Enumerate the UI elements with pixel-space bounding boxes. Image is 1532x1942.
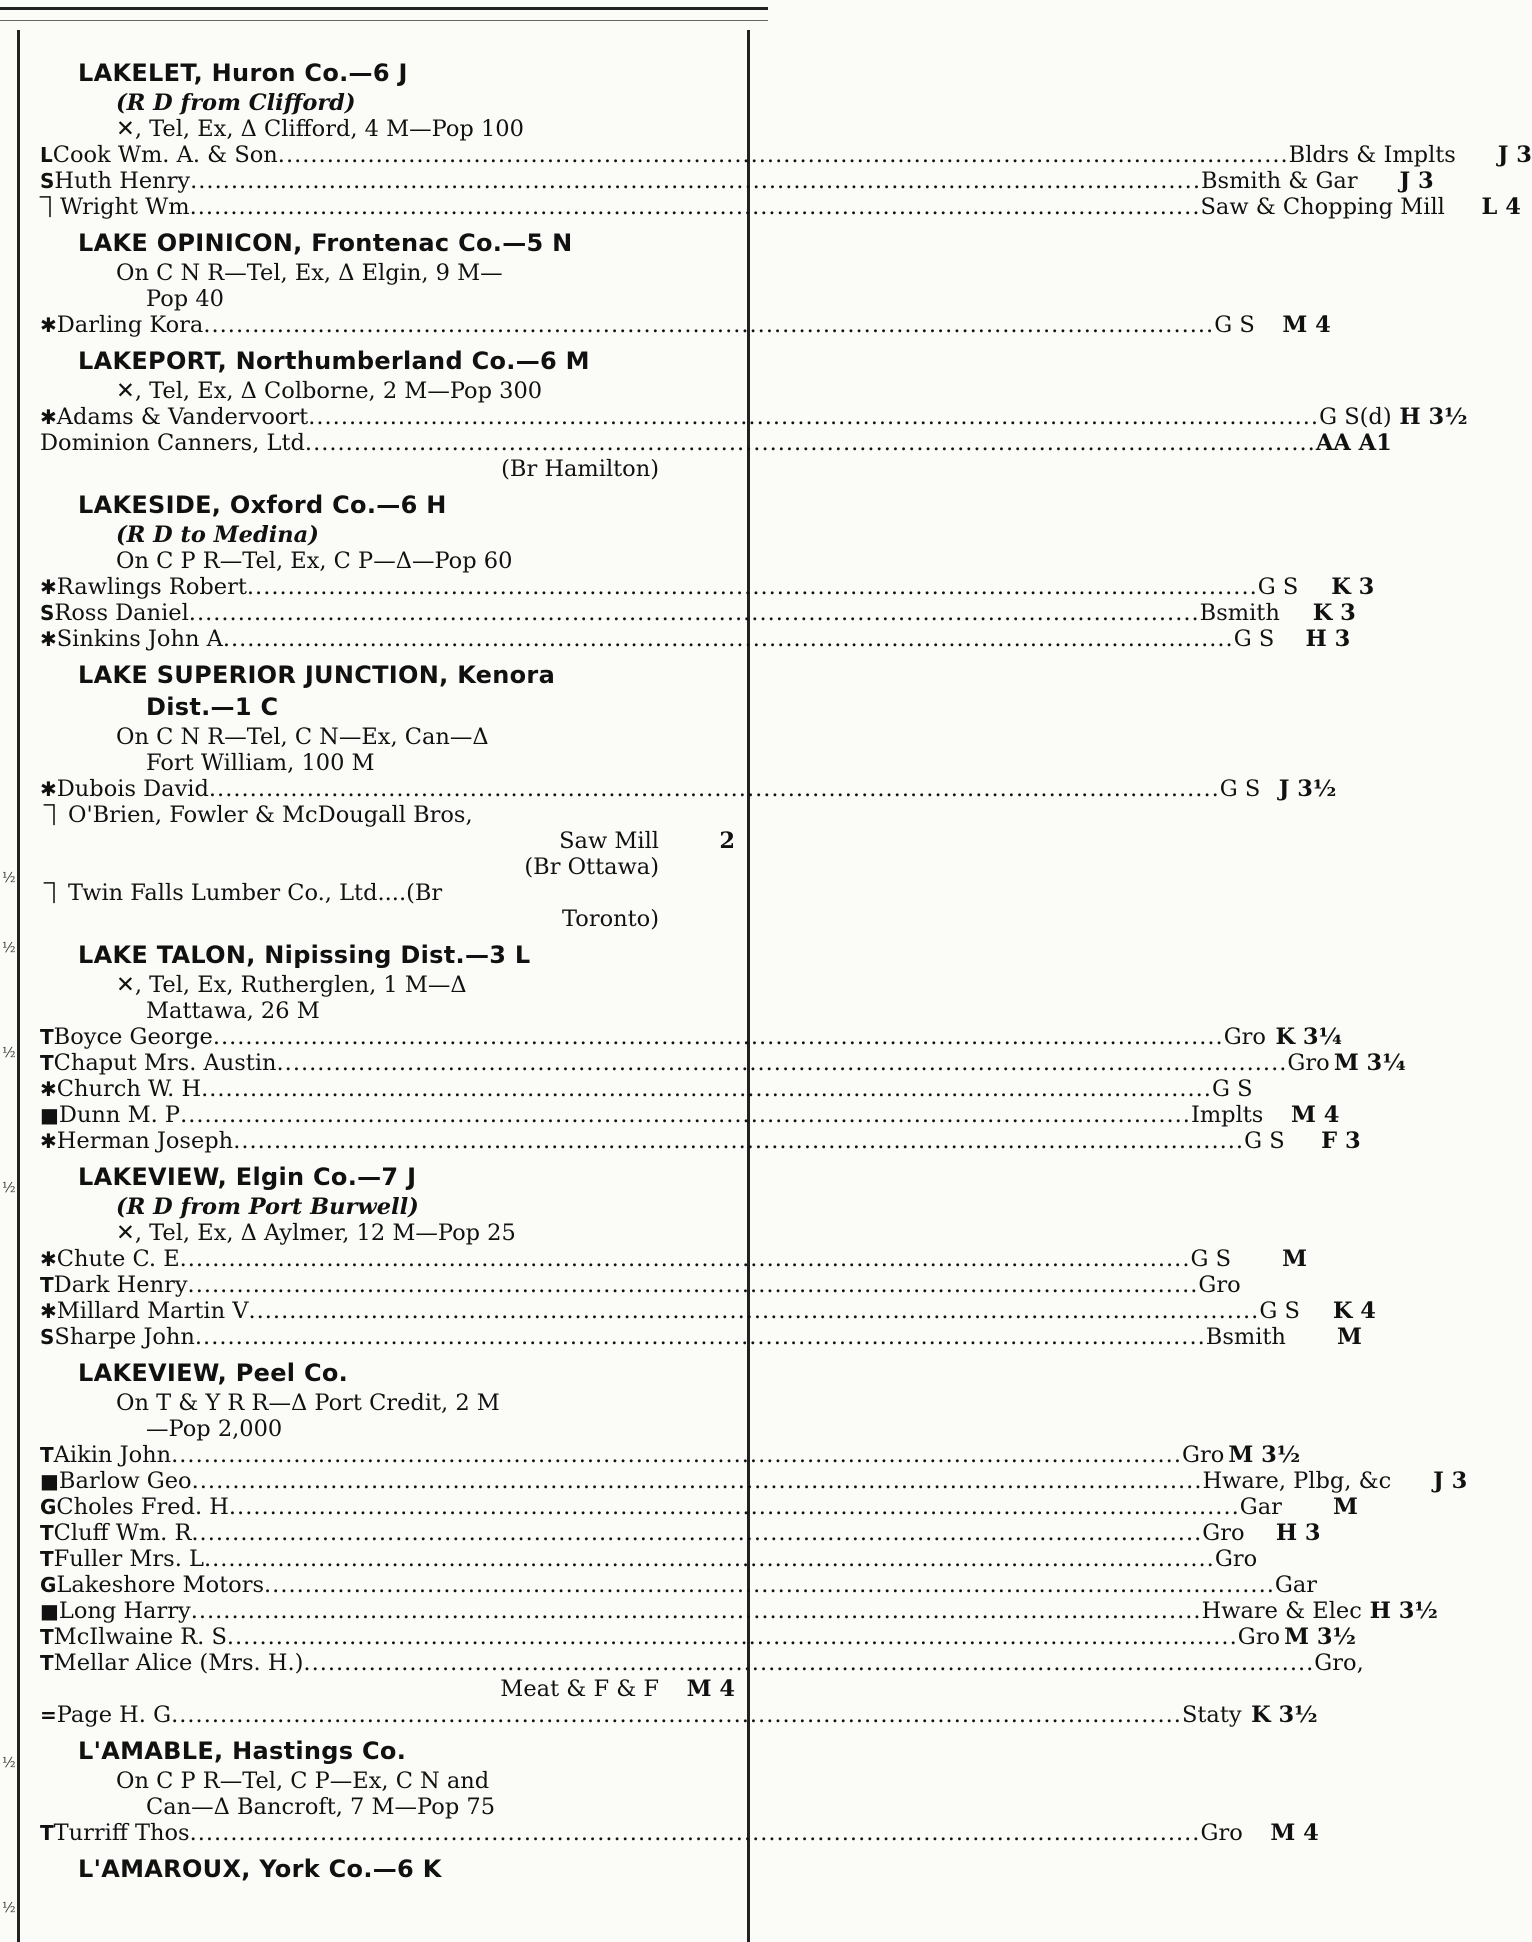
town-heading: LAKE OPINICON, Frontenac Co.—5 N [78, 229, 573, 257]
trade-symbol-icon: ✱ [40, 575, 57, 599]
edge-fraction: ½ [2, 870, 16, 886]
town-info-line: On C N R—Tel, Ex, Δ Elgin, 9 M— [116, 260, 503, 286]
leader-dots [190, 1820, 1201, 1846]
trade-symbol-icon: ■ [40, 1103, 59, 1127]
business-type: G S [1244, 1128, 1285, 1154]
trade-symbol-icon: T [40, 1025, 54, 1049]
continuation-text: Toronto) [562, 906, 659, 932]
credit-rating: M 4 [1270, 1820, 1319, 1846]
leader-dots [189, 600, 1200, 626]
continuation-text: Saw Mill [559, 828, 659, 854]
trade-symbol-icon: T [40, 1521, 54, 1545]
leader-dots [278, 142, 1289, 168]
business-type: Saw & Chopping Mill [1200, 194, 1445, 220]
business-name: Barlow Geo [58, 1468, 192, 1494]
trade-symbol-icon: ✱ [40, 405, 57, 429]
trade-symbol-icon: ✱ [40, 1077, 57, 1101]
business-name: Cook Wm. A. & Son [52, 142, 278, 168]
credit-rating: 2 [719, 828, 735, 854]
leader-dots [190, 194, 1201, 220]
trade-symbol-icon: T [40, 1051, 54, 1075]
business-type: G S [1233, 626, 1275, 652]
business-type: Gro [1214, 1546, 1258, 1572]
town-info-line: ✕, Tel, Ex, Δ Clifford, 4 M—Pop 100 [116, 116, 524, 142]
listing-row [40, 1468, 1468, 1494]
business-name: Twin Falls Lumber Co., Ltd....(Br [68, 880, 443, 906]
listing-row [40, 1024, 1342, 1050]
edge-fraction: ½ [2, 1900, 16, 1916]
business-name: Dominion Canners, Ltd [40, 430, 305, 456]
town-info-line: ✕, Tel, Ex, Δ Colborne, 2 M—Pop 300 [116, 378, 543, 404]
credit-rating: K 4 [1332, 1298, 1376, 1324]
town-section [40, 1358, 1468, 1728]
listing-continuation [40, 456, 735, 482]
business-name: Lakeshore Motors [56, 1572, 265, 1598]
trade-symbol-icon: T [40, 1625, 54, 1649]
listing-row [40, 802, 735, 828]
listing-row [40, 1598, 1438, 1624]
listing-row [40, 1324, 1362, 1350]
business-name: Long Harry [58, 1598, 191, 1624]
cutoff-town-heading: L'AMAROUX, York Co.—6 K [78, 1855, 442, 1883]
listing-row [40, 312, 1331, 338]
town-heading: LAKEVIEW, Peel Co. [78, 1359, 349, 1387]
business-type: Bldrs & Implts [1288, 142, 1456, 168]
listing-row [40, 142, 1532, 168]
trade-symbol-icon: ⏋ [44, 803, 64, 827]
top-rule-thin [0, 20, 768, 21]
business-type: Bsmith & Gar [1200, 168, 1358, 194]
listing-row [40, 1246, 1308, 1272]
credit-rating: H 3 [1305, 626, 1351, 652]
trade-symbol-icon: ✱ [40, 777, 57, 801]
rural-delivery-route: (R D to Medina) [116, 522, 319, 548]
listing-row [40, 600, 1356, 626]
credit-rating: M 4 [686, 1676, 735, 1702]
town-section [40, 490, 1375, 652]
listing-row [40, 880, 735, 906]
trade-symbol-icon: S [40, 601, 55, 625]
listing-row [40, 1494, 1358, 1520]
business-name: Church W. H [56, 1076, 202, 1102]
town-info-line: ✕, Tel, Ex, Δ Aylmer, 12 M—Pop 25 [116, 1220, 516, 1246]
trade-symbol-icon: ✱ [40, 1247, 57, 1271]
business-type: Gro [1223, 1024, 1266, 1050]
business-type: Gro, [1314, 1650, 1364, 1676]
continuation-text: (Br Ottawa) [524, 854, 659, 880]
leader-dots [204, 1546, 1215, 1572]
town-section [40, 1736, 1319, 1846]
credit-rating: M [1337, 1324, 1362, 1350]
listing-row [40, 194, 1521, 220]
credit-rating: M [1333, 1494, 1358, 1520]
listing-row [40, 1572, 1318, 1598]
business-name: Millard Martin V [56, 1298, 249, 1324]
town-info-line: On C P R—Tel, C P—Ex, C N and [116, 1768, 490, 1794]
business-type: Bsmith [1199, 600, 1280, 626]
listing-row [40, 626, 1351, 652]
trade-symbol-icon: T [40, 1443, 54, 1467]
leader-dots [303, 1650, 1314, 1676]
credit-rating: M 3¼ [1333, 1050, 1406, 1076]
business-name: Chaput Mrs. Austin [53, 1050, 277, 1076]
town-info-line: Can—Δ Bancroft, 7 M—Pop 75 [146, 1794, 496, 1820]
business-type: Hware & Elec [1201, 1598, 1362, 1624]
trade-symbol-icon: ⏋ [44, 881, 64, 905]
leader-dots [192, 1468, 1203, 1494]
trade-symbol-icon: ■ [40, 1469, 59, 1493]
listing-row [40, 776, 1337, 802]
credit-rating: AA A1 [1315, 430, 1392, 456]
credit-rating: L 4 [1481, 194, 1521, 220]
listing-row [40, 430, 1392, 456]
business-name: Herman Joseph [56, 1128, 234, 1154]
business-type: Gro [1287, 1050, 1330, 1076]
leader-dots [191, 1598, 1202, 1624]
town-info-line: On C N R—Tel, C N—Ex, Can—Δ [116, 724, 489, 750]
leader-dots [180, 1246, 1191, 1272]
trade-symbol-icon: T [40, 1273, 54, 1297]
business-type: Gro [1202, 1520, 1245, 1546]
town-heading: LAKEVIEW, Elgin Co.—7 J [78, 1163, 417, 1191]
town-info-line: Fort William, 100 M [146, 750, 375, 776]
leader-dots [264, 1572, 1275, 1598]
leader-dots [209, 776, 1220, 802]
business-name: Adams & Vandervoort [56, 404, 309, 430]
listing-continuation [40, 1676, 735, 1702]
credit-rating: J 3½ [1278, 776, 1337, 802]
business-type: Gro [1200, 1820, 1243, 1846]
business-name: Cluff Wm. R [53, 1520, 192, 1546]
credit-rating: M 4 [1282, 312, 1331, 338]
business-type: Implts [1190, 1102, 1264, 1128]
town-info-line: —Pop 2,000 [146, 1416, 283, 1442]
trade-symbol-icon: ✱ [40, 313, 57, 337]
town-info-line: Pop 40 [146, 286, 224, 312]
trade-symbol-icon: ✱ [40, 1299, 57, 1323]
business-name: Dunn M. P [58, 1102, 181, 1128]
listing-continuation [40, 854, 735, 880]
leader-dots [201, 1076, 1212, 1102]
credit-rating: J 3 [1497, 142, 1532, 168]
business-type: Gro [1237, 1624, 1281, 1650]
listing-row [40, 1298, 1376, 1324]
credit-rating: M 3½ [1284, 1624, 1357, 1650]
trade-symbol-icon: ■ [40, 1599, 59, 1623]
town-info-line: On T & Y R R—Δ Port Credit, 2 M [116, 1390, 500, 1416]
credit-rating: M 3½ [1228, 1442, 1301, 1468]
leader-dots [180, 1102, 1191, 1128]
business-type: G S [1211, 1076, 1253, 1102]
town-info-line: On C P R—Tel, Ex, C P—Δ—Pop 60 [116, 548, 513, 574]
business-name: Ross Daniel [54, 600, 189, 626]
business-type: G S(d) [1319, 404, 1392, 430]
business-name: Turriff Thos [53, 1820, 190, 1846]
credit-rating: K 3 [1312, 600, 1356, 626]
business-type: Gro [1198, 1272, 1241, 1298]
business-type: G S [1190, 1246, 1232, 1272]
town-heading: LAKELET, Huron Co.—6 J [78, 59, 408, 87]
edge-fraction: ½ [2, 1180, 16, 1196]
trade-symbol-icon: ⏋ [40, 195, 60, 219]
business-name: O'Brien, Fowler & McDougall Bros, [68, 802, 473, 828]
town-section [40, 1162, 1376, 1350]
business-name: Dark Henry [53, 1272, 188, 1298]
rural-delivery-route: (R D from Clifford) [116, 90, 356, 116]
town-heading-cont: Dist.—1 C [146, 693, 279, 721]
business-name: Huth Henry [54, 168, 191, 194]
business-type: Gro [1182, 1442, 1225, 1468]
listing-row [40, 168, 1434, 194]
business-type: G S [1214, 312, 1255, 338]
business-type: Staty [1181, 1702, 1242, 1728]
continuation-text: Meat & F & F [500, 1676, 659, 1702]
listing-row [40, 1650, 1364, 1676]
business-name: Boyce George [53, 1024, 213, 1050]
business-name: Page H. G [56, 1702, 172, 1728]
town-section [40, 660, 1337, 932]
business-name: Sinkins John A [56, 626, 223, 652]
trade-symbol-icon: ✱ [40, 627, 57, 651]
credit-rating: K 3¼ [1275, 1024, 1342, 1050]
business-name: Fuller Mrs. L [53, 1546, 204, 1572]
business-name: Chute C. E [56, 1246, 180, 1272]
leader-dots [191, 1520, 1202, 1546]
leader-dots [305, 430, 1316, 456]
leader-dots [171, 1702, 1182, 1728]
listing-continuation [40, 828, 735, 854]
listing-row [40, 1520, 1321, 1546]
credit-rating: H 3 [1275, 1520, 1321, 1546]
listing-row [40, 1050, 1406, 1076]
leader-dots [223, 626, 1234, 652]
business-type: Gar [1239, 1494, 1282, 1520]
business-name: Wright Wm [60, 194, 190, 220]
leader-dots [229, 1494, 1240, 1520]
town-heading: LAKESIDE, Oxford Co.—6 H [78, 491, 447, 519]
business-name: Aikin John [53, 1442, 172, 1468]
edge-fraction: ½ [2, 940, 16, 956]
leader-dots [227, 1624, 1238, 1650]
trade-symbol-icon: S [40, 169, 55, 193]
town-section [40, 58, 1532, 220]
listing-row [40, 1820, 1319, 1846]
leader-dots [233, 1128, 1244, 1154]
leader-dots [171, 1442, 1182, 1468]
trade-symbol-icon: T [40, 1547, 54, 1571]
listing-row [40, 1102, 1340, 1128]
listing-row [40, 1702, 1318, 1728]
listing-row [40, 1624, 1357, 1650]
leader-dots [213, 1024, 1224, 1050]
leader-dots [248, 1298, 1259, 1324]
business-type: Bsmith [1205, 1324, 1286, 1350]
credit-rating: J 3 [1399, 168, 1434, 194]
credit-rating: H 3½ [1369, 1598, 1438, 1624]
trade-symbol-icon: T [40, 1821, 54, 1845]
credit-rating: M [1282, 1246, 1308, 1272]
listing-row [40, 1128, 1361, 1154]
town-info-line: ✕, Tel, Ex, Rutherglen, 1 M—Δ [116, 972, 467, 998]
listing-row [40, 574, 1375, 600]
business-name: Mellar Alice (Mrs. H.) [53, 1650, 304, 1676]
credit-rating: K 3 [1331, 574, 1375, 600]
town-heading: LAKE TALON, Nipissing Dist.—3 L [78, 941, 531, 969]
leader-dots [277, 1050, 1288, 1076]
business-name: Darling Kora [56, 312, 204, 338]
business-type: Gar [1274, 1572, 1318, 1598]
listing-row [40, 1076, 1253, 1102]
credit-rating: M 4 [1290, 1102, 1340, 1128]
leader-dots [188, 1272, 1199, 1298]
town-heading: LAKE SUPERIOR JUNCTION, Kenora [78, 661, 556, 689]
town-heading: LAKEPORT, Northumberland Co.—6 M [78, 347, 590, 375]
business-name: Rawlings Robert [56, 574, 247, 600]
directory-column [40, 58, 1532, 1883]
continuation-text: (Br Hamilton) [501, 456, 659, 482]
town-section [40, 228, 1331, 338]
town-section [40, 346, 1468, 482]
edge-fraction: ½ [2, 1755, 16, 1771]
business-name: Dubois David [56, 776, 209, 802]
business-type: G S [1259, 1298, 1300, 1324]
business-type: Hware, Plbg, &c [1202, 1468, 1392, 1494]
trade-symbol-icon: L [40, 143, 53, 167]
leader-dots [247, 574, 1258, 600]
credit-rating: K 3½ [1251, 1702, 1318, 1728]
leader-dots [190, 168, 1201, 194]
trade-symbol-icon: ✱ [40, 1129, 57, 1153]
trade-symbol-icon: = [40, 1703, 57, 1727]
town-heading: L'AMABLE, Hastings Co. [78, 1737, 407, 1765]
business-type: G S [1219, 776, 1261, 802]
listing-row [40, 1546, 1258, 1572]
trade-symbol-icon: G [40, 1495, 57, 1519]
rural-delivery-route: (R D from Port Burwell) [116, 1194, 419, 1220]
listing-continuation [40, 906, 735, 932]
listing-row [40, 1272, 1241, 1298]
top-rule [0, 7, 768, 10]
left-column-rule [17, 30, 20, 1942]
leader-dots [195, 1324, 1206, 1350]
leader-dots [308, 404, 1319, 430]
business-type: G S [1257, 574, 1299, 600]
town-section [40, 940, 1406, 1154]
edge-fraction: ½ [2, 1045, 16, 1061]
credit-rating: J 3 [1433, 1468, 1468, 1494]
business-name: Choles Fred. H [56, 1494, 229, 1520]
town-info-line: Mattawa, 26 M [146, 998, 320, 1024]
listing-row [40, 1442, 1301, 1468]
credit-rating: F 3 [1321, 1128, 1361, 1154]
credit-rating: H 3½ [1399, 404, 1468, 430]
listing-row [40, 404, 1468, 430]
business-name: McIlwaine R. S [53, 1624, 227, 1650]
trade-symbol-icon: G [40, 1573, 57, 1597]
leader-dots [203, 312, 1214, 338]
trade-symbol-icon: T [40, 1651, 54, 1675]
business-name: Sharpe John [54, 1324, 195, 1350]
trade-symbol-icon: S [40, 1325, 55, 1349]
